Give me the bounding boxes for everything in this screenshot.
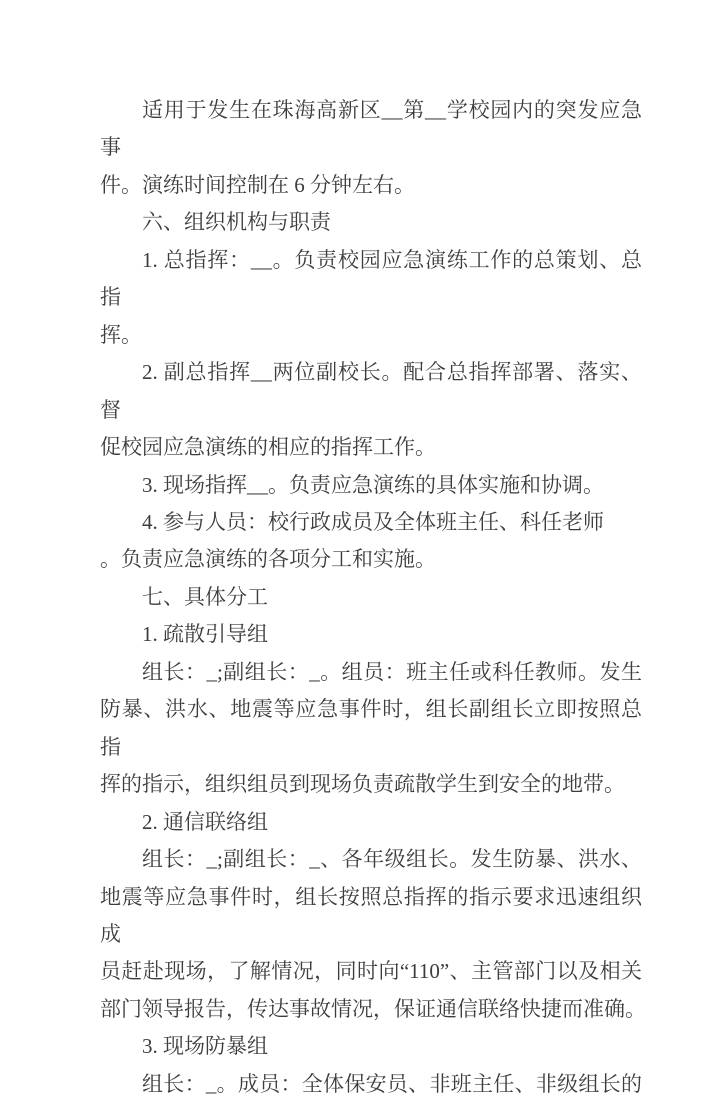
- text-line: 。负责应急演练的各项分工和实施。: [100, 547, 436, 572]
- text-line: 适用于发生在珠海高新区__第__学校园内的突发应急事: [100, 98, 642, 160]
- document-text-block: [100, 92, 646, 1103]
- text-line: 4. 参与人员：校行政成员及全体班主任、科任老师: [142, 509, 604, 534]
- text-line: 1. 疏散引导组: [142, 622, 268, 647]
- text-line: 部门领导报告，传达事故情况，保证通信联络快捷而准确。: [100, 996, 646, 1021]
- text-line: 挥。: [100, 322, 142, 347]
- text-line: 挥的指示，组织组员到现场负责疏散学生到安全的地带。: [100, 772, 625, 797]
- text-line: 3. 现场指挥__。负责应急演练的具体实施和协调。: [142, 472, 604, 497]
- text-line: 组长：_。成员：全体保安员、非班主任、非级组长的: [142, 1071, 642, 1096]
- text-line: 组长：_;副组长：_。组员：班主任或科任教师。发生: [142, 659, 642, 684]
- text-line: 1. 总指挥：__。负责校园应急演练工作的总策划、总指: [100, 247, 642, 310]
- section-heading: 六、组织机构与职责: [142, 210, 331, 235]
- text-line: 件。演练时间控制在 6 分钟左右。: [100, 172, 415, 197]
- text-line: 2. 通信联络组: [142, 809, 268, 834]
- text-line: 3. 现场防暴组: [142, 1034, 268, 1059]
- text-line: 员赶赴现场，了解情况，同时向“110”、主管部门以及相关: [100, 959, 642, 984]
- text-line: 组长：_;副组长：_、各年级组长。发生防暴、洪水、: [142, 847, 642, 872]
- text-line: 防暴、洪水、地震等应急事件时，组长副组长立即按照总指: [100, 697, 642, 759]
- text-line: 2. 副总指挥__两位副校长。配合总指挥部署、落实、督: [100, 360, 642, 422]
- text-line: 地震等应急事件时，组长按照总指挥的指示要求迅速组织成: [100, 884, 642, 946]
- section-heading: 七、具体分工: [142, 584, 268, 609]
- text-line: 促校园应急演练的相应的指挥工作。: [100, 435, 436, 460]
